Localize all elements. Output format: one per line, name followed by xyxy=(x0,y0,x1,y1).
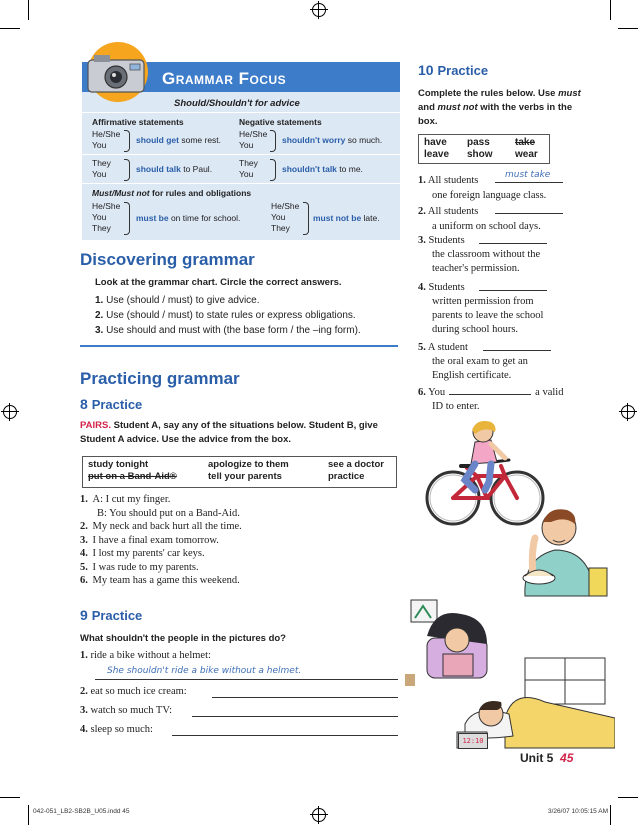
row2-negative: shouldn't talk to me. xyxy=(282,164,363,174)
answer-line[interactable] xyxy=(495,213,563,214)
boy-eating-ice-cream-illustration xyxy=(523,509,607,596)
practice-8-list xyxy=(80,493,242,588)
row2-subjects: They You xyxy=(92,158,111,179)
must-heading: Must/Must not for rules and obligations xyxy=(92,188,252,198)
verb-box-col2: pass show xyxy=(467,137,493,160)
row3-affirmative: must be on time for school. xyxy=(136,213,241,223)
row1-affirmative: should get some rest. xyxy=(136,135,222,145)
print-timestamp: 3/26/07 10:05:15 AM xyxy=(548,808,608,815)
practice-9-heading: 9 Practice xyxy=(80,607,143,623)
answer-line[interactable] xyxy=(212,697,398,698)
practice-9-example-answer: She shouldn't ride a bike without a helmet. xyxy=(107,666,302,676)
practice-10-item-6: 6. You a valid ID to enter. xyxy=(418,387,564,412)
row2-neg-subjects: They You xyxy=(239,158,258,179)
list-item: 3. I have a final exam tomorrow. xyxy=(80,534,219,546)
practice-10-item-5: 5. A student the oral exam to get an English certificate. xyxy=(418,342,528,381)
practice-9-item-3: 3. watch so much TV: xyxy=(80,705,173,716)
answer-line[interactable] xyxy=(483,350,551,351)
discovering-item-1: 1. Use (should / must) to give advice. xyxy=(95,295,260,306)
alarm-clock: 12:10 xyxy=(458,733,488,749)
practice-9-item-1: 1. ride a bike without a helmet: xyxy=(80,650,211,661)
answer-line[interactable] xyxy=(172,735,398,736)
list-item: 1. A: I cut my finger. xyxy=(80,494,171,505)
practice-10-item-1: 1. All students one foreign language class. xyxy=(418,175,547,201)
answer-line[interactable] xyxy=(192,716,398,717)
discovering-item-3: 3. Use should and must with (the base form / the –ing form). xyxy=(95,325,361,336)
practice-10-instruction: Complete the rules below. Use must and must not with the verbs in the box. xyxy=(418,88,581,127)
practice-10-example-answer: must take xyxy=(505,170,551,180)
practice-10-heading: 10 Practice xyxy=(418,62,489,78)
page-footer: Unit 5 45 xyxy=(520,751,574,765)
discovering-instruction: Look at the grammar chart. Circle the correct answers. xyxy=(95,277,342,288)
file-slug: 042-051_LB2-SB2B_U05.indd 45 xyxy=(33,808,130,815)
row1-subjects: He/She You xyxy=(92,129,121,150)
affirmative-heading: Affirmative statements xyxy=(92,117,184,127)
registration-mark-bottom xyxy=(312,808,326,822)
grammar-focus-title: Grammar Focus xyxy=(162,69,287,88)
row3-negative: must not be late. xyxy=(313,213,380,223)
row2-affirmative: should talk to Paul. xyxy=(136,164,213,174)
advice-box-col3: see a doctor practice xyxy=(328,459,384,482)
practice-9-instruction: What shouldn't the people in the pictures do? xyxy=(80,633,286,644)
grammar-focus-subtitle: Should/Shouldn't for advice xyxy=(174,98,300,109)
practice-10-item-3: 3. Students the classroom without the teacher's permission. xyxy=(418,235,541,274)
discovering-item-2: 2. Use (should / must) to state rules or express obligations. xyxy=(95,310,356,321)
practice-9-item-2: 2. eat so much ice cream: xyxy=(80,686,187,697)
girl-watching-tv-illustration xyxy=(405,600,487,686)
row1-negative: shouldn't worry so much. xyxy=(282,135,383,145)
girl-on-bike-illustration xyxy=(427,421,543,524)
row3-subjects: He/She You They xyxy=(92,201,121,233)
practice-8-heading: 8 Practice xyxy=(80,396,143,412)
practice-10-item-2: 2. All students a uniform on school days. xyxy=(418,206,541,232)
practice-10-item-4: 4. Students written permission from parents to leave the school during school hours. xyxy=(418,282,544,335)
practice-8-instruction: PAIRS. Student A, say any of the situations below. Student B, give Student A advice. Use the advice from the box. xyxy=(80,420,378,445)
discovering-heading: Discovering grammar xyxy=(80,250,255,269)
row3-neg-subjects: He/She You They xyxy=(271,201,300,233)
list-item: B: You should put on a Band-Aid. xyxy=(97,507,240,519)
camera-icon xyxy=(74,40,160,102)
row1-neg-subjects: He/She You xyxy=(239,129,268,150)
answer-line[interactable] xyxy=(479,243,547,244)
answer-line[interactable] xyxy=(479,290,547,291)
registration-mark-left xyxy=(3,405,17,419)
illustrations xyxy=(405,418,615,758)
registration-mark-top xyxy=(312,3,326,17)
list-item: 4. I lost my parents' car keys. xyxy=(80,548,205,559)
negative-heading: Negative statements xyxy=(239,117,322,127)
verb-box-col3: take wear xyxy=(515,137,538,160)
list-item: 5. I was rude to my parents. xyxy=(80,561,199,573)
verb-box-col1: have leave xyxy=(424,137,450,160)
list-item: 2. My neck and back hurt all the time. xyxy=(80,521,242,532)
advice-box-col2: apologize to them tell your parents xyxy=(208,459,289,482)
section-divider xyxy=(80,345,398,347)
practice-9-item-4: 4. sleep so much: xyxy=(80,724,153,735)
advice-box-col1: study tonight put on a Band-Aid® xyxy=(88,459,177,482)
list-item: 6. My team has a game this weekend. xyxy=(80,575,240,586)
registration-mark-right xyxy=(621,405,635,419)
practicing-heading: Practicing grammar xyxy=(80,369,240,388)
